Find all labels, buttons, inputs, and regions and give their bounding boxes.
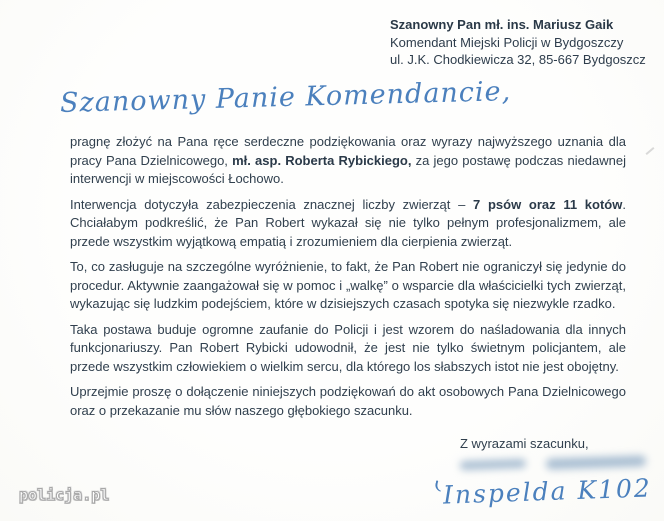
paragraph-text: pragnę złożyć na Pana ręce serdeczne podziękowania oraz wyrazy najwyższego uznania dla pracy Pana Dzielnicowego, [70, 134, 626, 168]
signature-blur-segment [546, 455, 646, 469]
recipient-address: ul. J.K. Chodkiewicza 32, 85-667 Bydgoszcz [390, 52, 646, 67]
paragraph-bold-text: mł. asp. Roberta Rybickiego, [232, 152, 412, 168]
paragraph [70, 196, 626, 252]
paragraph [70, 133, 626, 189]
handwritten-signature-note: Inspelda K102 [442, 473, 653, 510]
paragraph-bold-text: 7 psów oraz 11 kotów [473, 196, 623, 212]
paragraph-text: Interwencja dotyczyła zabezpieczenia znacznej liczby zwierząt – [70, 196, 474, 212]
policja-pl-watermark: policja.pl [19, 486, 110, 504]
scan-artifact-mark [646, 147, 655, 155]
recipient-title: Komendant Miejski Policji w Bydgoszczy [390, 34, 624, 50]
paragraph-text: . Chciałabym podkreślić, że Pan Robert wykazał się nie tylko pełnym profesjonalizmem, ale przede wszystkim wyjątkową empatią i zrozumieniem dla cierpienia zwierząt. [70, 196, 626, 249]
handwritten-salutation: Szanowny Panie Komendancie, [59, 76, 512, 119]
signature-blur-segment [460, 459, 526, 470]
recipient-address-block [390, 16, 646, 69]
recipient-name: Szanowny Pan mł. ins. Mariusz Gaik [390, 17, 614, 32]
letter-body [70, 133, 626, 427]
paragraph: Taka postawa buduje ogromne zaufanie do Policji i jest wzorem do naśladowania dla innych funkcjonariuszy. Pan Robert Rybicki udowodnił, że jest nie tylko świetnym policjantem, ale przede wszystkim człowiekiem o wielkim sercu, dla którego los słabszych istot nie jest obojętny. [70, 321, 626, 374]
paragraph-text: za jego postawę podczas niedawnej interwencji w miejscowości Łochowo. [70, 152, 627, 186]
closing-phrase: Z wyrazami szacunku, [460, 436, 589, 451]
redacted-signature-blur [458, 454, 653, 476]
paragraph: To, co zasługuje na szczególne wyróżnienie, to fakt, że Pan Robert nie ograniczył się jedynie do procedur. Aktywnie zaangażował się w pomoc i „walkę” o wsparcie dla właścicielki tych zwierząt, wykazując się ludzkim podejściem, które w dzisiejszych czasach spotyka się niezwykle rzadko. [70, 259, 626, 311]
paragraph: Uprzejmie proszę o dołączenie niniejszych podziękowań do akt osobowych Pana Dzielnicowego oraz o przekazanie mu słów naszego głębokiego szacunku. [70, 384, 626, 418]
